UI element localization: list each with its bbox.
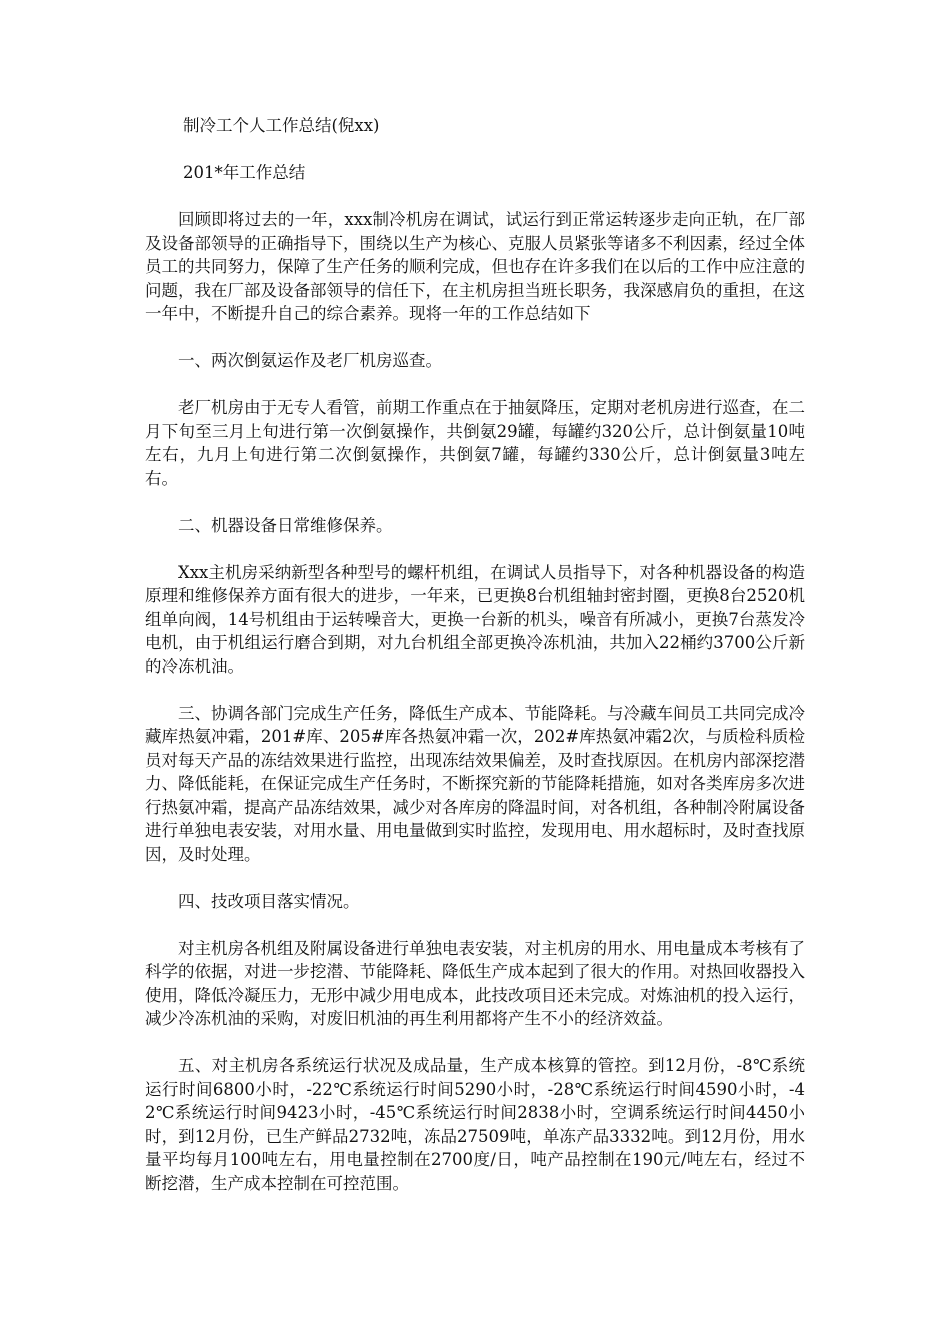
section-body-2: Xxx主机房采纳新型各种型号的螺杆机组，在调试人员指导下，对各种机器设备的构造原理和维修保养方面有很大的进步，一年来，已更换8台机组轴封密封圈，更换8台2520机组单向阀，14号机组由于运转噪音大，更换一台新的机头，噪音有所减小，更换7台蒸发冷电机，由于机组运行磨合到期，对九台机组全部更换冷冻机油，共加入22桶约3700公斤新的冷冻机油。 <box>145 562 805 676</box>
document-subtitle: 201*年工作总结 <box>183 163 306 182</box>
intro-paragraph: 回顾即将过去的一年，xxx制冷机房在调试，试运行到正常运转逐步走向正轨，在厂部及设备部领导的正确指导下，围绕以生产为核心、克服人员紧张等诸多不利因素，经过全体员工的共同努力，保障了生产任务的顺利完成，但也存在许多我们在以后的工作中应注意的问题，我在厂部及设备部领导的信任下，在主机房担当班长职务，我深感肩负的重担，在这一年中，不断提升自己的综合素养。现将一年的工作总结如下 <box>145 210 805 323</box>
section-heading-1: 一、两次倒氨运作及老厂机房巡查。 <box>178 351 442 370</box>
section-heading-2: 二、机器设备日常维修保养。 <box>178 515 393 535</box>
document-title: 制冷工个人工作总结(倪xx) <box>183 116 380 135</box>
document-body <box>145 114 805 1219</box>
section-body-4: 对主机房各机组及附属设备进行单独电表安装，对主机房的用水、用电量成本考核有了科学的依据，对进一步挖潜、节能降耗、降低生产成本起到了很大的作用。对热回收器投入使用，降低冷凝压力，无形中减少用电成本，此技改项目还未完成。对炼油机的投入运行，减少冷冻机油的采购，对废旧机油的再生利用都将产生不小的经济效益。 <box>145 938 805 1028</box>
section-3-paragraph: 三、协调各部门完成生产任务，降低生产成本、节能降耗。与冷藏车间员工共同完成冷藏库热氨冲霜，201#库、205#库各热氨冲霜一次，202#库热氨冲霜2次，与质检科质检员对每天产品的冻结效果进行监控，出现冻结效果偏差，及时查找原因。在机房内部深挖潜力、降低能耗，在保证完成生产任务时，不断探究新的节能降耗措施，如对各类库房多次进行热氨冲霜，提高产品冻结效果，减少对各库房的降温时间，对各机组，各种制冷附属设备进行单独电表安装，对用水量、用电量做到实时监控，发现用电、用水超标时，及时查找原因，及时处理。 <box>145 703 805 864</box>
section-body-1: 老厂机房由于无专人看管，前期工作重点在于抽氨降压，定期对老机房进行巡查，在二月下旬至三月上旬进行第一次倒氨操作，共倒氨29罐，每罐约320公斤，总计倒氨量10吨左右，九月上旬进行第二次倒氨操作，共倒氨7罐，每罐约330公斤，总计倒氨量3吨左右。 <box>145 398 805 488</box>
section-heading-4: 四、技改项目落实情况。 <box>178 891 360 911</box>
section-5-paragraph: 五、对主机房各系统运行状况及成品量，生产成本核算的管控。到12月份，-8℃系统运行时间6800小时，-22℃系统运行时间5290小时，-28℃系统运行时间4590小时，-42℃系统运行时间9423小时，-45℃系统运行时间2838小时，空调系统运行时间4450小时，到12月份，已生产鲜品2732吨，冻品27509吨，单冻产品3332吨。到12月份，用水量平均每月100吨左右，用电量控制在2700度/日，吨产品控制在190元/吨左右，经过不断挖潜，生产成本控制在可控范围。 <box>145 1056 805 1193</box>
